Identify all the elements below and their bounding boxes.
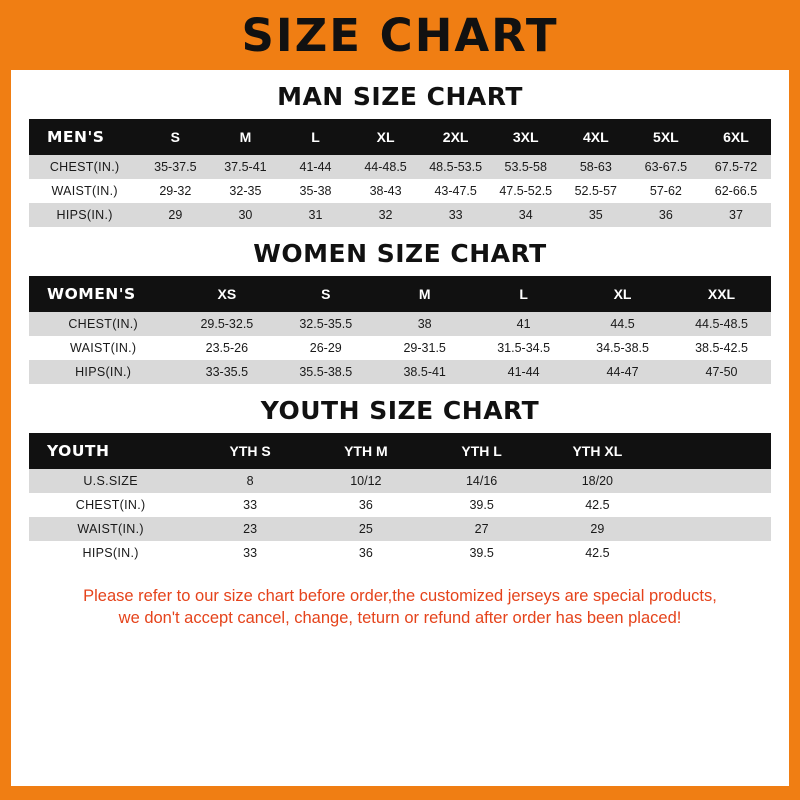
bottom-accent-bar [0, 786, 800, 800]
men-r0-c5: 53.5-58 [491, 155, 561, 179]
youth-r1-c0: 33 [192, 493, 308, 517]
men-col-5: 3XL [491, 119, 561, 155]
youth-col-4 [655, 433, 771, 469]
men-table-head [29, 119, 771, 155]
men-size-table [29, 119, 771, 227]
footer-line-1: Please refer to our size chart before order,the customized jerseys are special products, [83, 587, 717, 605]
men-r2-c3: 32 [351, 203, 421, 227]
youth-table-head [29, 433, 771, 469]
men-r2-c4: 33 [421, 203, 491, 227]
men-r0-c1: 37.5-41 [210, 155, 280, 179]
section-title-men: MAN SIZE CHART [277, 82, 523, 111]
men-r2-c5: 34 [491, 203, 561, 227]
men-row-2-label: HIPS(IN.) [29, 203, 140, 227]
table-row [29, 360, 771, 384]
men-r0-c4: 48.5-53.5 [421, 155, 491, 179]
men-r2-c6: 35 [561, 203, 631, 227]
footer-line-2: we don't accept cancel, change, teturn or refund after order has been placed! [118, 609, 682, 628]
table-row [29, 155, 771, 179]
men-r0-c8: 67.5-72 [701, 155, 771, 179]
table-row [29, 312, 771, 336]
men-col-6: 4XL [561, 119, 631, 155]
women-r0-c3: 41 [474, 312, 573, 336]
youth-col-2: YTH L [424, 433, 540, 469]
men-r1-c0: 29-32 [140, 179, 210, 203]
youth-r0-c2: 14/16 [424, 469, 540, 493]
women-r0-c1: 32.5-35.5 [276, 312, 375, 336]
women-r1-c5: 38.5-42.5 [672, 336, 771, 360]
table-header-row [29, 433, 771, 469]
men-col-4: 2XL [421, 119, 491, 155]
youth-r3-c2: 39.5 [424, 541, 540, 565]
women-col-2: M [375, 276, 474, 312]
men-col-7: 5XL [631, 119, 701, 155]
women-r2-c2: 38.5-41 [375, 360, 474, 384]
women-r0-c0: 29.5-32.5 [177, 312, 276, 336]
women-r1-c2: 29-31.5 [375, 336, 474, 360]
men-table-body [29, 155, 771, 227]
youth-r2-c4 [655, 517, 771, 541]
men-r0-c2: 41-44 [280, 155, 350, 179]
men-r0-c3: 44-48.5 [351, 155, 421, 179]
youth-r2-c3: 29 [539, 517, 655, 541]
women-col-0: XS [177, 276, 276, 312]
youth-r0-c4 [655, 469, 771, 493]
men-r2-c7: 36 [631, 203, 701, 227]
table-row [29, 469, 771, 493]
table-header-row [29, 276, 771, 312]
youth-r3-c3: 42.5 [539, 541, 655, 565]
section-title-women: WOMEN SIZE CHART [253, 239, 547, 268]
men-col-8: 6XL [701, 119, 771, 155]
women-col-4: XL [573, 276, 672, 312]
youth-row-0-label: U.S.SIZE [29, 469, 192, 493]
women-r1-c0: 23.5-26 [177, 336, 276, 360]
youth-r2-c0: 23 [192, 517, 308, 541]
men-row-0-label: CHEST(IN.) [29, 155, 140, 179]
women-r0-c4: 44.5 [573, 312, 672, 336]
women-table-body [29, 312, 771, 384]
men-r2-c8: 37 [701, 203, 771, 227]
men-head-label: MEN'S [29, 119, 140, 155]
youth-r0-c3: 18/20 [539, 469, 655, 493]
men-r1-c5: 47.5-52.5 [491, 179, 561, 203]
women-row-0-label: CHEST(IN.) [29, 312, 177, 336]
youth-r0-c1: 10/12 [308, 469, 424, 493]
table-row [29, 541, 771, 565]
chart-content [11, 82, 789, 630]
women-col-5: XXL [672, 276, 771, 312]
women-r2-c1: 35.5-38.5 [276, 360, 375, 384]
youth-size-table [29, 433, 771, 565]
women-r2-c5: 47-50 [672, 360, 771, 384]
women-col-3: L [474, 276, 573, 312]
table-row [29, 517, 771, 541]
men-r2-c1: 30 [210, 203, 280, 227]
section-title-youth: YOUTH SIZE CHART [260, 396, 540, 425]
table-row [29, 179, 771, 203]
women-head-label: WOMEN'S [29, 276, 177, 312]
youth-r2-c1: 25 [308, 517, 424, 541]
youth-r1-c3: 42.5 [539, 493, 655, 517]
women-r2-c3: 41-44 [474, 360, 573, 384]
women-row-2-label: HIPS(IN.) [29, 360, 177, 384]
men-r1-c6: 52.5-57 [561, 179, 631, 203]
table-row [29, 336, 771, 360]
table-row [29, 493, 771, 517]
men-col-3: XL [351, 119, 421, 155]
youth-col-0: YTH S [192, 433, 308, 469]
youth-r1-c1: 36 [308, 493, 424, 517]
youth-r3-c1: 36 [308, 541, 424, 565]
youth-row-1-label: CHEST(IN.) [29, 493, 192, 517]
men-row-1-label: WAIST(IN.) [29, 179, 140, 203]
youth-row-3-label: HIPS(IN.) [29, 541, 192, 565]
men-r1-c2: 35-38 [280, 179, 350, 203]
youth-table-body [29, 469, 771, 565]
table-row [29, 203, 771, 227]
men-col-1: M [210, 119, 280, 155]
youth-col-3: YTH XL [539, 433, 655, 469]
women-r2-c0: 33-35.5 [177, 360, 276, 384]
men-r0-c6: 58-63 [561, 155, 631, 179]
youth-r1-c4 [655, 493, 771, 517]
youth-r0-c0: 8 [192, 469, 308, 493]
men-r1-c7: 57-62 [631, 179, 701, 203]
men-r1-c8: 62-66.5 [701, 179, 771, 203]
women-r2-c4: 44-47 [573, 360, 672, 384]
youth-r3-c0: 33 [192, 541, 308, 565]
men-r1-c1: 32-35 [210, 179, 280, 203]
youth-r2-c2: 27 [424, 517, 540, 541]
men-col-2: L [280, 119, 350, 155]
youth-r1-c2: 39.5 [424, 493, 540, 517]
women-row-1-label: WAIST(IN.) [29, 336, 177, 360]
table-header-row [29, 119, 771, 155]
footer-note [29, 579, 771, 630]
page-banner [0, 0, 800, 70]
women-r1-c4: 34.5-38.5 [573, 336, 672, 360]
youth-row-2-label: WAIST(IN.) [29, 517, 192, 541]
women-r1-c1: 26-29 [276, 336, 375, 360]
youth-col-1: YTH M [308, 433, 424, 469]
men-r1-c3: 38-43 [351, 179, 421, 203]
men-col-0: S [140, 119, 210, 155]
page-title: SIZE CHART [241, 8, 559, 62]
men-r0-c7: 63-67.5 [631, 155, 701, 179]
women-r0-c5: 44.5-48.5 [672, 312, 771, 336]
women-table-head [29, 276, 771, 312]
youth-r3-c4 [655, 541, 771, 565]
women-col-1: S [276, 276, 375, 312]
women-size-table [29, 276, 771, 384]
men-r2-c2: 31 [280, 203, 350, 227]
men-r1-c4: 43-47.5 [421, 179, 491, 203]
women-r0-c2: 38 [375, 312, 474, 336]
youth-head-label: YOUTH [29, 433, 192, 469]
men-r0-c0: 35-37.5 [140, 155, 210, 179]
women-r1-c3: 31.5-34.5 [474, 336, 573, 360]
men-r2-c0: 29 [140, 203, 210, 227]
